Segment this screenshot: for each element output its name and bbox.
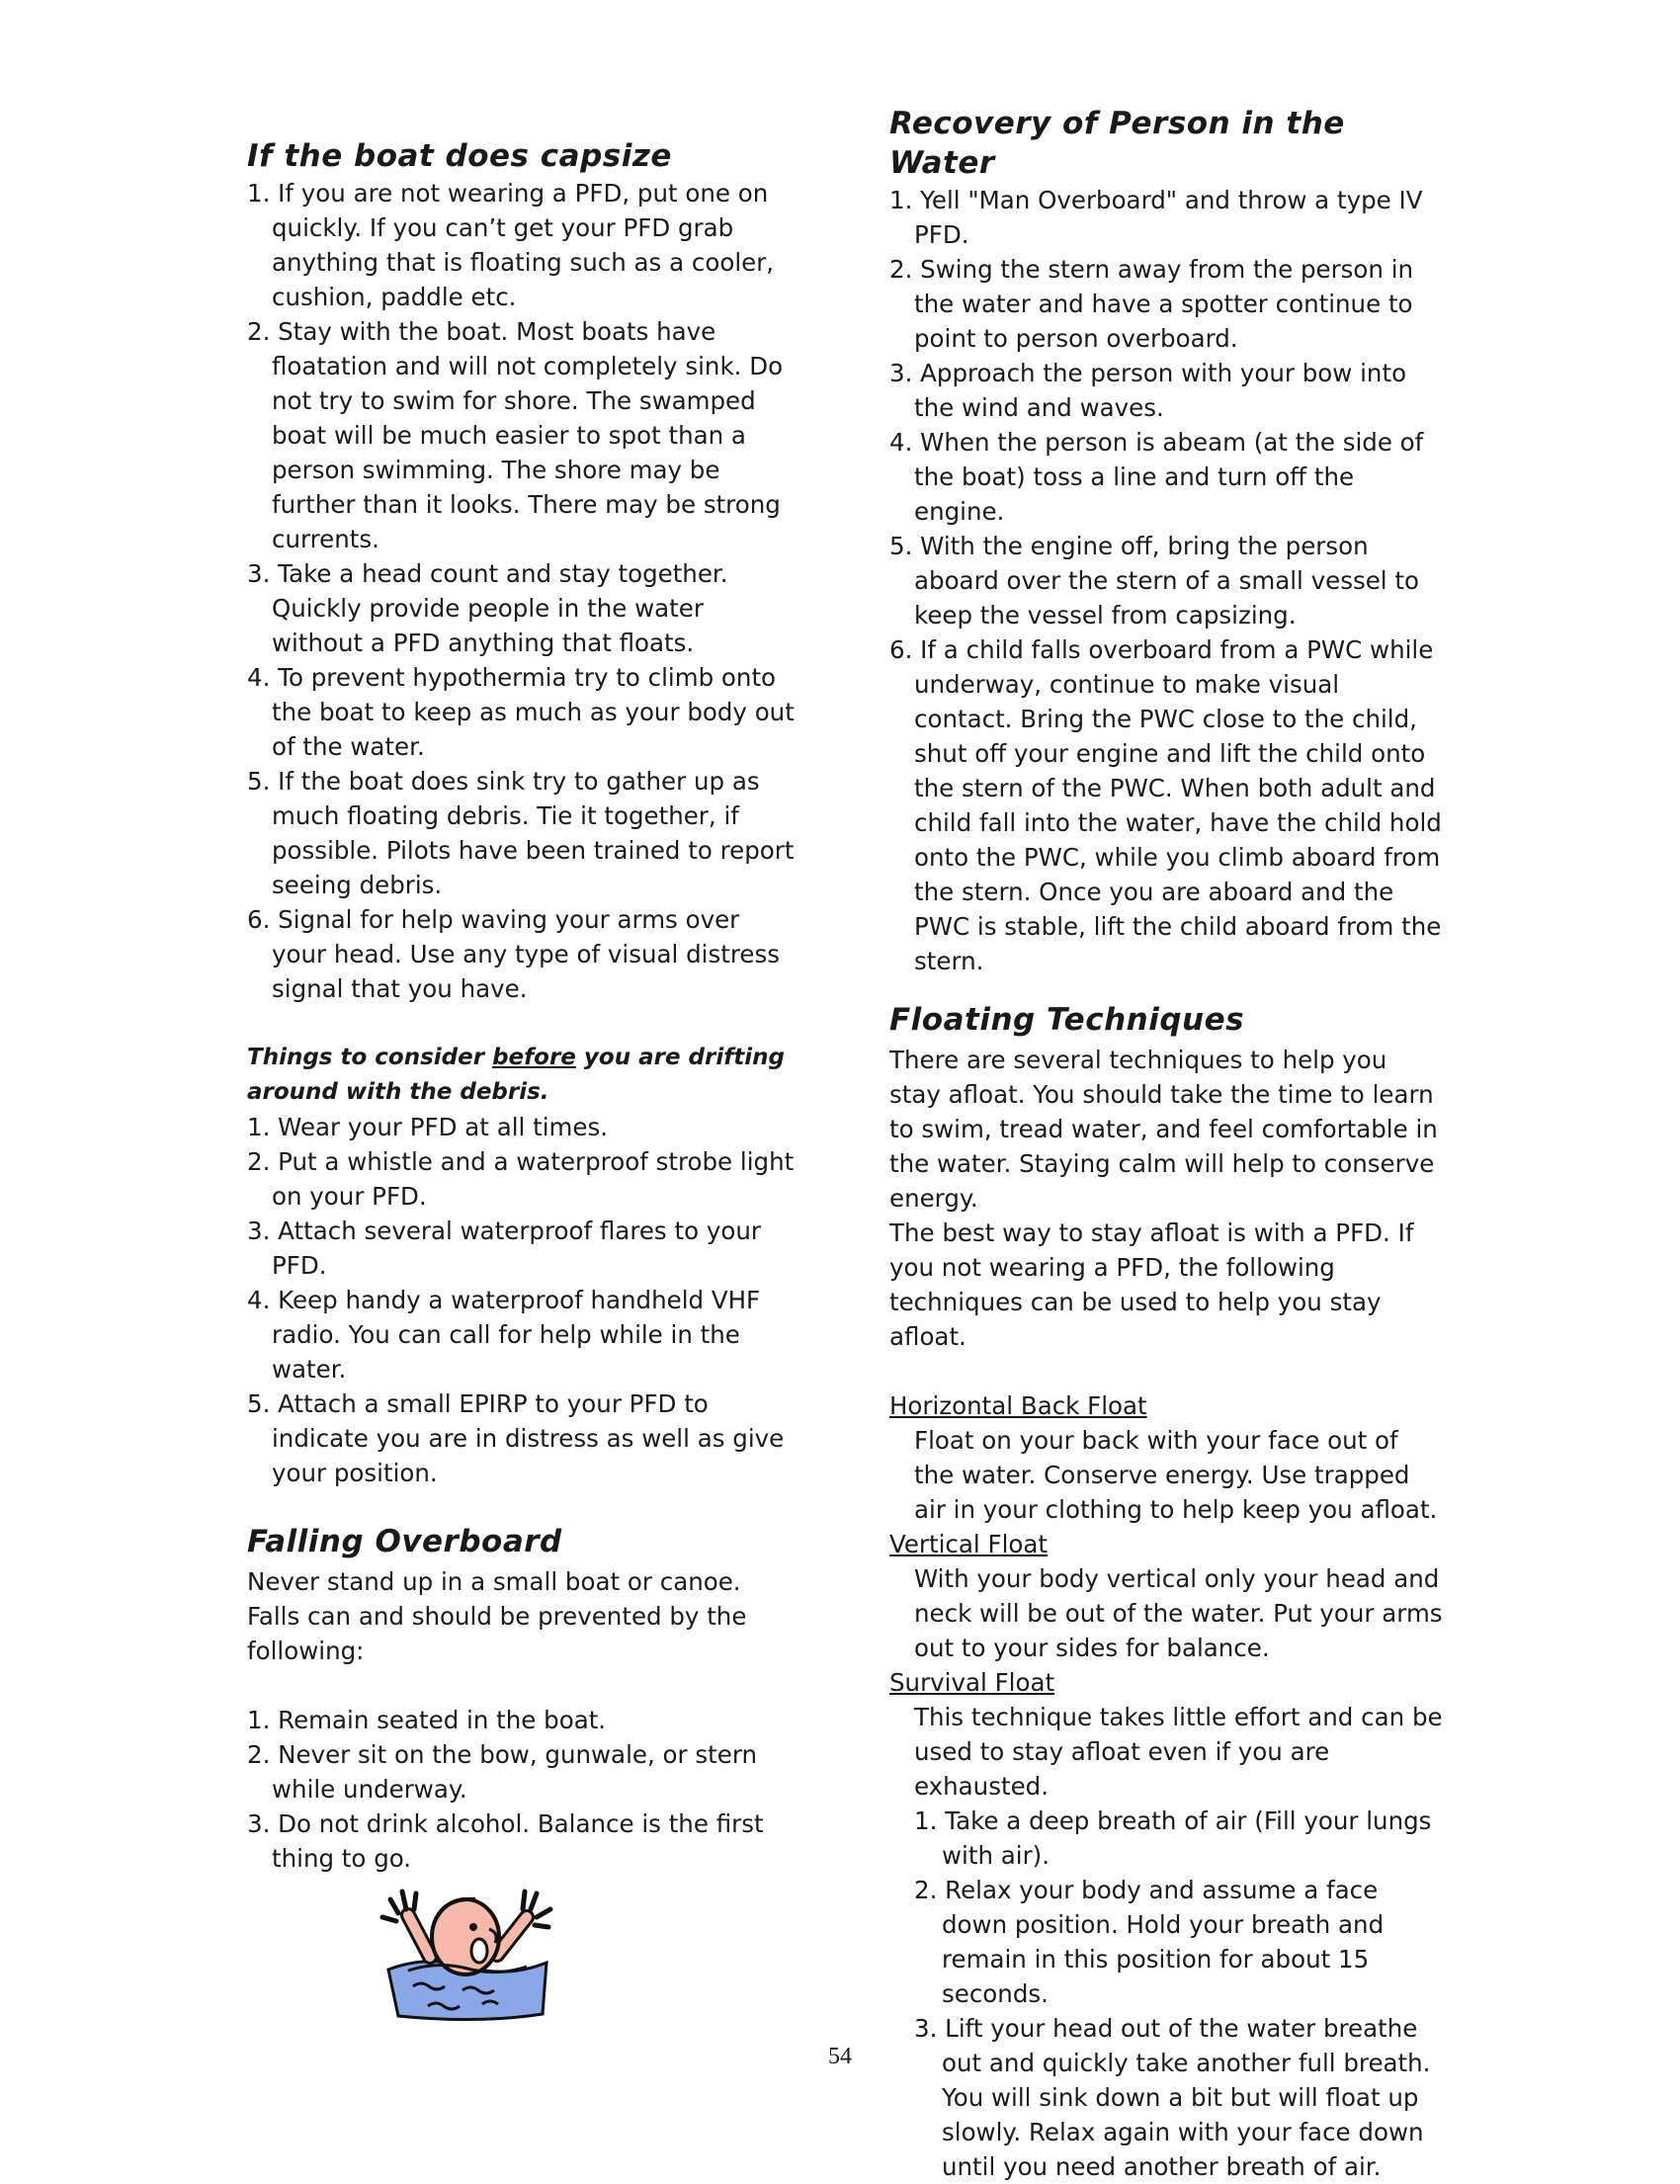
list-item: 5. With the engine off, bring the person aboard over the stern of a small vessel to keep the vessel from capsizing.: [889, 532, 1419, 630]
list-item: 2. Swing the stern away from the person in the water and have a spotter continue to point to person overboard.: [889, 255, 1414, 353]
recovery-list: [889, 183, 1443, 978]
survival-float-body: [889, 1700, 1443, 2184]
recovery-heading: Recovery of Person in the Water: [889, 106, 1345, 181]
consider-heading: [247, 1041, 800, 1110]
list-item: 2. Relax your body and assume a face down position. Hold your breath and remain in this position for about 15 seconds.: [914, 1876, 1385, 2008]
list-item: 5. Attach a small EPIRP to your PFD to indicate you are in distress as well as give your position.: [247, 1389, 785, 1487]
back-float-text: Float on your back with your face out of the water. Conserve energy. Use trapped air in your clothing to help keep you afloat.: [914, 1426, 1438, 1524]
list-item: 6. If a child falls overboard from a PWC while underway, continue to make visual contact. Bring the PWC close to the child, shut off your engine and lift the child onto the stern of the PWC. When both adult and child fall into the water, have the child hold onto the PWC, while you climb aboard from the stern. Once you are aboard and the PWC is stable, lift the child aboard from the stern.: [889, 635, 1442, 975]
list-item: 3. Approach the person with your bow into the wind and waves.: [889, 359, 1407, 422]
survival-float-title: Survival Float: [889, 1668, 1055, 1697]
vertical-float-text: With your body vertical only your head and neck will be out of the water. Put your arms out to your sides for balance.: [914, 1564, 1443, 1662]
list-item: 1. Take a deep breath of air (Fill your lungs with air).: [914, 1806, 1432, 1870]
survival-steps: [914, 1804, 1443, 2184]
list-item: 1. If you are not wearing a PFD, put one on quickly. If you can’t get your PFD grab anything that is floating such as a cooler, cushion, paddle etc.: [247, 179, 775, 311]
list-item: 1. Remain seated in the boat.: [247, 1706, 607, 1734]
drowning-person-icon: [369, 1876, 566, 2024]
floating-heading: Floating Techniques: [889, 1002, 1245, 1038]
consider-heading-part: you are drifting around with the debris.: [247, 1045, 785, 1105]
back-float-title: Horizontal Back Float: [889, 1391, 1147, 1420]
list-item: 3. Take a head count and stay together. Quickly provide people in the water without a PFD anything that floats.: [247, 559, 728, 657]
floating-para: The best way to stay afloat is with a PFD. If you not wearing a PFD, the following techniques can be used to help you stay afloat.: [889, 1218, 1414, 1351]
list-item: 2. Never sit on the bow, gunwale, or stern while underway.: [247, 1740, 757, 1804]
consider-heading-emphasis: before: [492, 1045, 576, 1070]
falling-list: [247, 1703, 800, 1876]
list-item: 3. Lift your head out of the water breathe out and quickly take another full breath. You will sink down a bit but will float up slowly. Relax again with your face down until you need another breath of air.: [914, 2014, 1431, 2181]
list-item: 4. When the person is abeam (at the side of the boat) toss a line and turn off the engine.: [889, 428, 1424, 526]
survival-float-text: This technique takes little effort and can be used to stay afloat even if you are exhausted.: [914, 1703, 1443, 1801]
consider-heading-part: Things to consider: [247, 1045, 493, 1070]
list-item: 5. If the boat does sink try to gather up as much floating debris. Tie it together, if possible. Pilots have been trained to report seeing debris.: [247, 767, 795, 899]
page-number: 54: [828, 2044, 852, 2069]
list-item: 2. Put a whistle and a waterproof strobe light on your PFD.: [247, 1147, 795, 1211]
list-item: 3. Do not drink alcohol. Balance is the first thing to go.: [247, 1809, 764, 1873]
right-column: [889, 0, 1443, 2184]
floating-para: There are several techniques to help you stay afloat. You should take the time to learn to swim, tread water, and feel comfortable in the water. Staying calm will help to conserve energy.: [889, 1046, 1438, 1213]
capsize-list: [247, 176, 800, 1006]
list-item: 1. Wear your PFD at all times.: [247, 1113, 609, 1141]
list-item: 6. Signal for help waving your arms over your head. Use any type of visual distress signal that you have.: [247, 905, 780, 1003]
falling-heading: Falling Overboard: [247, 1524, 562, 1559]
vertical-float-title: Vertical Float: [889, 1530, 1049, 1558]
list-item: 3. Attach several waterproof flares to your PFD.: [247, 1217, 761, 1280]
left-column: [247, 0, 800, 1876]
falling-intro: Never stand up in a small boat or canoe. Falls can and should be prevented by the following:: [247, 1567, 747, 1665]
list-item: 4. Keep handy a waterproof handheld VHF radio. You can call for help while in the water.: [247, 1286, 761, 1384]
capsize-heading: If the boat does capsize: [247, 138, 672, 174]
list-item: 4. To prevent hypothermia try to climb onto the boat to keep as much as your body out of the water.: [247, 663, 795, 761]
list-item: 1. Yell "Man Overboard" and throw a type IV PFD.: [889, 186, 1423, 249]
consider-list: [247, 1110, 800, 1490]
list-item: 2. Stay with the boat. Most boats have floatation and will not completely sink. Do not try to swim for shore. The swamped boat will be much easier to spot than a person swimming. The shore may be further than it looks. There may be strong currents.: [247, 317, 784, 553]
